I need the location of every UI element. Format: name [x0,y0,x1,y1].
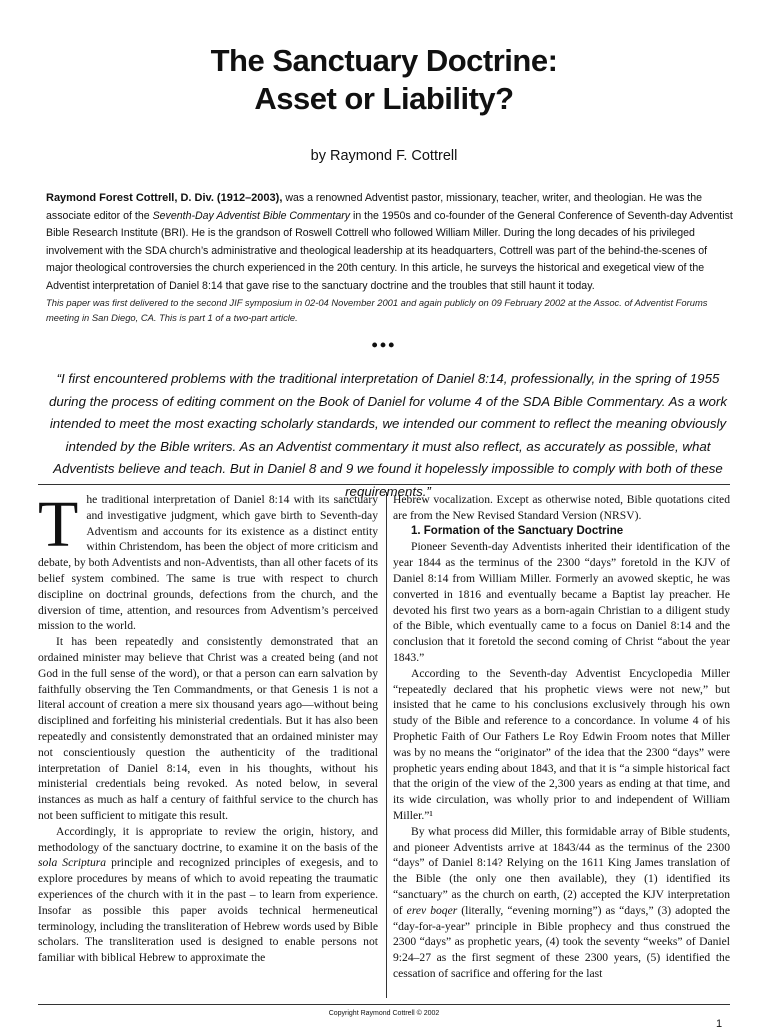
paragraph-continued: Hebrew vocalization. Except as otherwise noted, Bible quotations cited are from the New Revised Standard Version (NRSV). [393,493,730,522]
title-line-2: Asset or Liability? [254,81,514,116]
right-column [393,492,730,982]
paragraph-3 [38,824,378,966]
paragraph-4: Pioneer Seventh-day Adventists inherited their identification of the year 1844 as the terminus of the 2300 “days” foretold in the KJV of Daniel 8:14 from William Miller. Formerly an avowed skeptic, he was converted in 1816 and eventually became a Baptist lay preacher. He devoted his first two years as a born-again Christian to a diligent study of the Bible, which eventually came to a focus on Daniel 8:14 and the conclusion that it foretold the second coming of Christ “about the year 1843.” [393,540,730,664]
left-column [38,488,379,966]
paragraph-6-text-b: (literally, “evening morning”) as “days,” (3) adopted the “day-for-a-year” principle in Bible prophecy and thus construed the 2300 “days” as prophetic years, (4) took the seventy “weeks” of Daniel 9:24–27 as the first segment of these 2300 years, (5) identified the cessation of sacrifice and offering for the last [393,903,730,980]
bio-commentary-title: Seventh-Day Adventist Bible Commentary [152,209,351,222]
column-divider [386,492,387,998]
paragraph-5: According to the Seventh-day Adventist Encyclopedia Miller “repeatedly declared that his prophetic views were not new,” but insisted that he came to his conclusions exclusively through his own study of the Bible and reference to a concordance. In volume 4 of his Prophetic Faith of Our Fathers Le Roy Edwin Froom notes that Miller was by no means the “originator” of the idea that the 2300 “days” were prophetic years ending about 1843, and that it is “a simple historical fact that the origin of the view of the 2,300 years as ending at that time, and its wide circulation, was wholly prior to and independent of William Miller.”¹ [393,666,730,822]
author-bio [46,190,734,325]
paragraph-1-text: he traditional interpretation of Daniel 8:14 with its sanctuary and investigative judgment, which gave birth to Seventh-day Adventism and accounts for its existence as a distinct entity within Christendom, has been the object of more criticism and debate, by both Adventists and non-Adventists, than all other facets of its belief system combined. The same is true with respect to church discipline on doctrinal grounds, defections from the church, and the diversion of time, attention, and resources from Adventism’s perceived mission to the world. [38,493,378,633]
paragraph-1 [38,488,378,634]
byline: by Raymond F. Cottrell [310,148,458,164]
paragraph-3-text-a: Accordingly, it is appropriate to review the origin, history, and methodology of the sanctuary doctrine, to examine it on the basis of the [38,824,378,854]
article-title [0,42,768,118]
sola-scriptura-term: sola Scriptura [38,856,107,870]
author-name: Raymond Forest Cottrell, D. Div. (1912–2003), [46,192,283,204]
paragraph-6-text-a: By what process did Miller, this formidable array of Bible students, and pioneer Adventists arrive at 1843/44 as the terminus of the 2300 “days” of Daniel 8:14? Relying on the 1611 King James translation of the Bible (the only one then available), they (1) identified its “sanctuary” as the church on earth, (2) accepted the KJV interpretation of [393,824,730,917]
paragraph-2: It has been repeatedly and consistently demonstrated that an ordained minister may believe that Christ was a created being (and not God in the full sense of the word), or that a person can earn salvation by faithfully observing the Ten Commandments, or that Genesis 1 is not a literal account of creation a mere six thousand years ago—without being disciplined and forfeiting his ministerial credentials. But it has also been repeatedly and consistently demonstrated that an ordained minister may not conscientiously question the authenticity of the traditional interpretation of Daniel 8:14, even in his thoughts, without his ministerial credentials being revoked. As noted below, in several instances as much as half a century of faithful service to the church has not been sufficient to mitigate this result. [38,635,378,822]
footer-rule [38,1004,730,1005]
quote-rule [38,484,730,485]
bio-text-b: in the 1950s and co-founder of the General Conference of Seventh-day Adventist Bible Research Institute (BRI). He is the grandson of Roswell Cottrell who followed William Miller. During the long decades of his privileged involvement with the SDA church’s administrative and theological leadership at its headquarters, Cottrell was part of the behind-the-scenes of major theological controversies the church experienced in the 20th century. In this article, he surveys the historical and exegetical view of the Adventist interpretation of Daniel 8:14 that gave rise to the sanctuary doctrine and the troubles that still haunt it today. [46,209,733,292]
drop-cap: T [38,488,79,561]
pull-quote: “I first encountered problems with the traditional interpretation of Daniel 8:14, professionally, in the spring of 1955 during the process of editing comment on the Book of Daniel for volume 4 of the SDA Bible Commentary. As a work intended to meet the most exacting scholarly standards, we intended our comment to reflect the meaning obviously intended by the Bible writers. As an Adventist commentary it must also reflect, as accurately as possible, what Adventists believe and teach. But in Daniel 8 and 9 we found it hopelessly impossible to comply with both of these requirements.” [49,371,727,499]
paragraph-6 [393,824,730,982]
title-line-1: The Sanctuary Doctrine: [210,43,558,78]
presentation-note: This paper was first delivered to the second JIF symposium in 02-04 November 2001 and again publicly on 09 February 2002 at the Assoc. of Adventist Forums meeting in San Diego, CA. This is part 1 of a two-part article. [46,297,708,323]
bio-text-a: was a renowned Adventist pastor, missionary, teacher, writer, and theologian. He was the associate editor of the [46,192,703,222]
hebrew-term: erev boqer [406,903,458,917]
section-heading: 1. Formation of the Sanctuary Doctrine [411,524,624,537]
page-number: 1 [716,1018,723,1030]
section-divider: ••• [371,335,397,355]
copyright-footer: Copyright Raymond Cottrell © 2002 [328,1010,440,1017]
paragraph-3-text-b: principle and recognized principles of exegesis, and to explore procedures by means of which to avoid repeating the traumatic experiences of the church with it in the past – to learn from experience. Insofar as possible this paper avoids technical hermeneutical terminology, including the transliteration of Hebrew words used by Bible scholars. The transliteration used is designed to enable persons not familiar with biblical Hebrew to approximate the [38,856,379,965]
